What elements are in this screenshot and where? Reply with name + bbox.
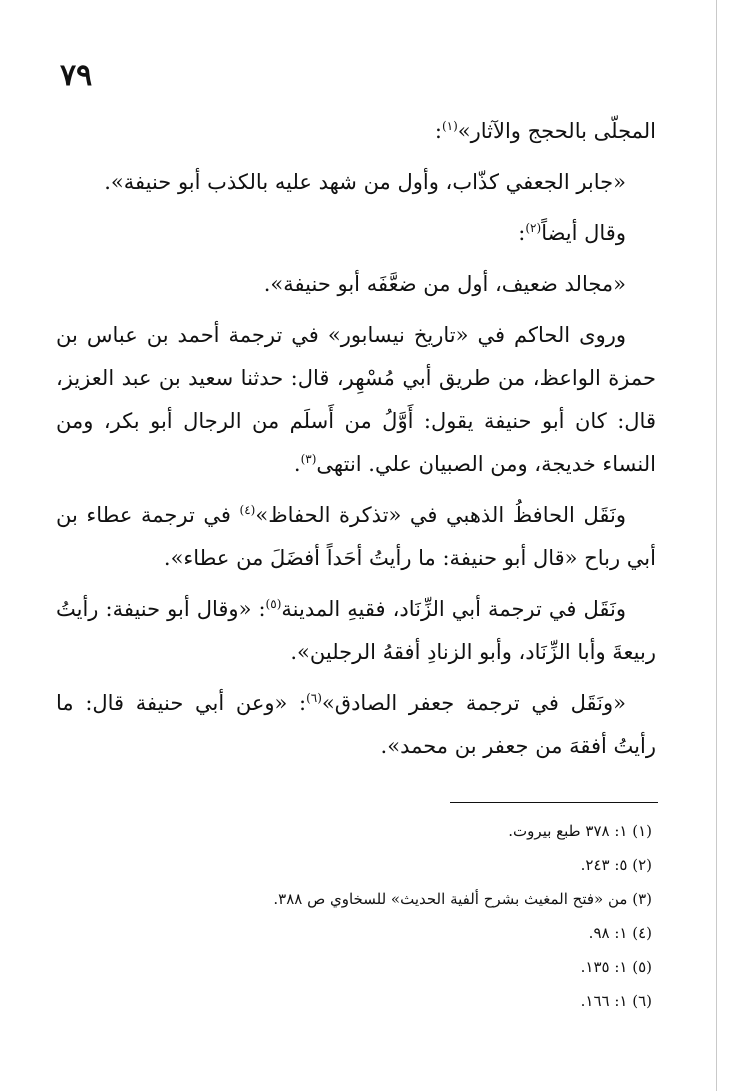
paragraph-text: : «وقال أبو حنيفة: رأيتُ ربيعةَ وأبا الزِّنَاد، وأبو الزنادِ أفقهُ الرجلين».: [56, 597, 656, 664]
paragraph-punct: :: [518, 221, 526, 245]
paragraph-1: [56, 110, 656, 153]
paragraph-punct: .: [293, 452, 301, 476]
body-text: [56, 110, 656, 776]
paragraph-6: [56, 494, 656, 580]
footnote-ref: (٢): [525, 221, 542, 235]
paragraph-text: وروى الحاكم في «تاريخ نيسابور» في ترجمة أحمد بن عباس بن حمزة الواعظ، من طريق أبي مُسْهِر، قال: حدثنا سعيد بن عبد العزيز، قال: كان أبو حنيفة يقول: أَوَّلُ من أَسلَم من الرجال أبو بكر، ومن النساء خديجة، ومن الصبيان علي. انتهى: [56, 323, 656, 476]
footnote-1: (١) ١: ٣٧٨ طبع بيروت.: [508, 822, 652, 840]
paragraph-3: [56, 212, 656, 255]
paragraph-text: ونَقَل في ترجمة أبي الزِّنَاد، فقيهِ المدينة: [281, 597, 627, 621]
footnotes: [92, 814, 652, 1018]
footnote-2: (٢) ٥: ٢٤٣.: [580, 856, 652, 874]
footnote-ref: (٣): [300, 452, 317, 466]
footnote-ref: (٤): [239, 503, 256, 517]
paragraph-text: وقال أيضاً: [541, 221, 626, 245]
footnote-ref: (٥): [265, 597, 282, 611]
paragraph-8: [56, 682, 656, 768]
paragraph-5: [56, 314, 656, 486]
paragraph-text: «مجالد ضعيف، أول من ضعَّفَه أبو حنيفة».: [263, 272, 626, 296]
paragraph-text: «ونَقَل في ترجمة جعفر الصادق»: [321, 691, 626, 715]
footnote-ref: (١): [441, 119, 458, 133]
footnote-ref: (٦): [306, 691, 322, 705]
page-edge-line: [716, 0, 717, 1091]
paragraph-2: [56, 161, 656, 204]
paragraph-4: [56, 263, 656, 306]
footnote-4: (٤) ١: ٩٨.: [588, 924, 652, 942]
footnote-6: (٦) ١: ١٦٦.: [580, 992, 652, 1010]
page-number: ٧٩: [60, 58, 93, 93]
footnote-5: (٥) ١: ١٣٥.: [580, 958, 652, 976]
paragraph-text: «جابر الجعفي كذّاب، وأول من شهد عليه بالكذب أبو حنيفة».: [104, 170, 626, 194]
paragraph-text: في ترجمة عطاء بن أبي رباح «قال أبو حنيفة: ما رأيتُ أحَداً أفضَلَ من عطاء».: [56, 503, 656, 570]
footnote-3: (٣) من «فتح المغيث بشرح ألفية الحديث» للسخاوي ص ٣٨٨.: [273, 890, 652, 908]
footnote-separator: [450, 802, 658, 803]
paragraph-text: : «وعن أبي حنيفة قال: ما رأيتُ أفقهَ من جعفر بن محمد».: [56, 691, 656, 758]
paragraph-text: المجلّى بالحجج والآثار»: [457, 119, 656, 143]
paragraph-7: [56, 588, 656, 674]
paragraph-punct: :: [434, 119, 442, 143]
paragraph-text: ونَقَل الحافظُ الذهبي في «تذكرة الحفاظ»: [255, 503, 626, 527]
